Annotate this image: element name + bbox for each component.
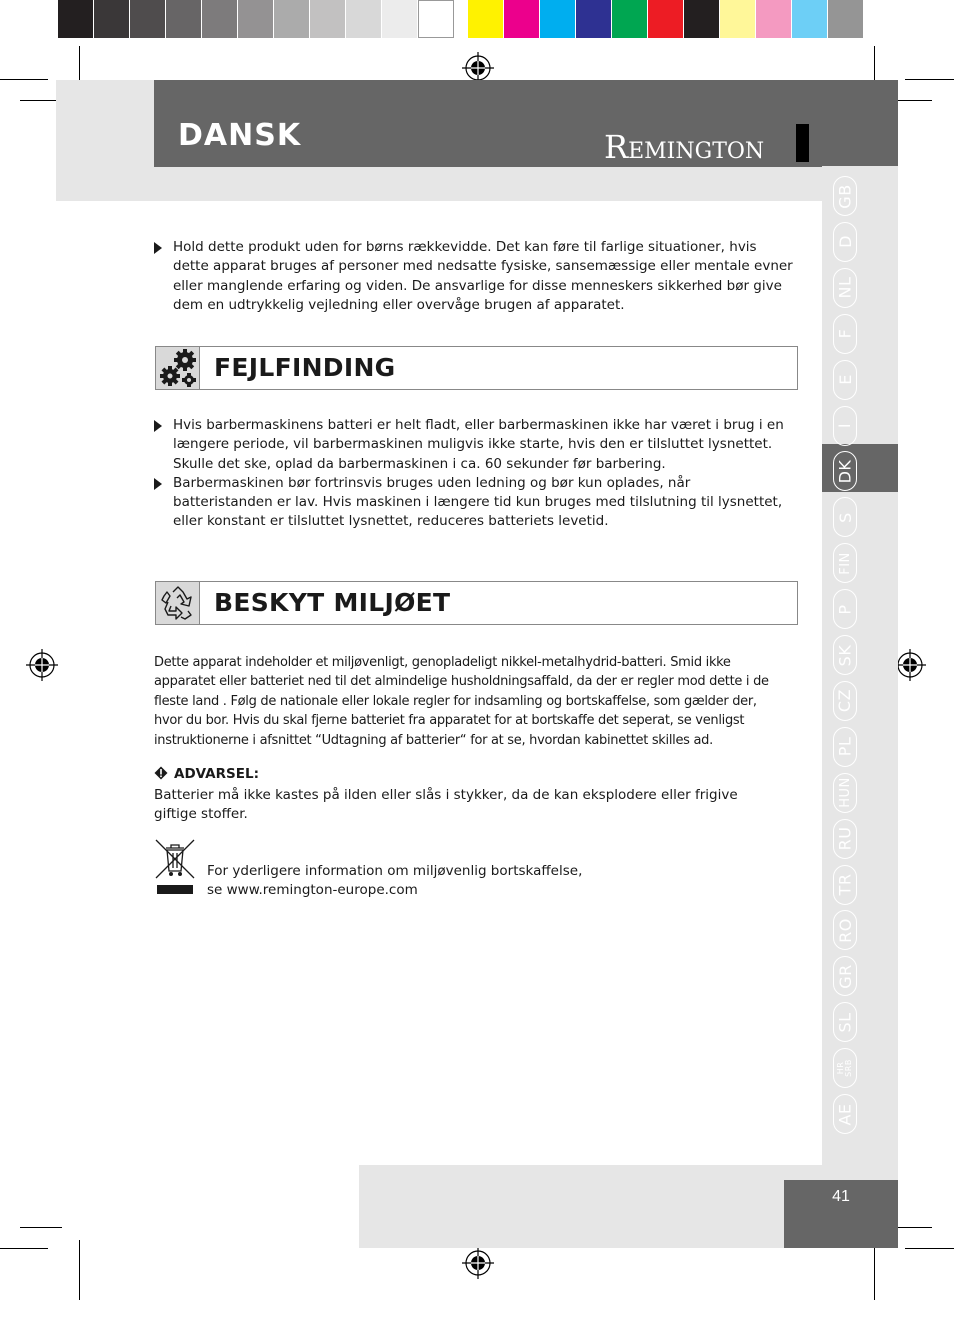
color-swatch xyxy=(792,0,828,38)
crop-mark xyxy=(905,1248,954,1249)
language-tab-cz[interactable] xyxy=(833,681,857,721)
color-swatch xyxy=(648,0,684,38)
language-tab-label: TR xyxy=(835,873,855,896)
icon-cell xyxy=(156,582,200,624)
warning-title-text: ADVARSEL: xyxy=(174,766,259,782)
language-tab-gr[interactable] xyxy=(833,956,857,996)
language-tab-d[interactable] xyxy=(833,222,857,262)
language-tab-label: RO xyxy=(835,918,855,943)
language-tab-label: HUN xyxy=(837,777,853,808)
language-tab-label: SL xyxy=(835,1012,855,1033)
color-swatch xyxy=(468,0,504,38)
language-tab-s[interactable] xyxy=(833,497,857,537)
intro-list xyxy=(154,238,794,315)
crop-mark xyxy=(79,1240,80,1300)
language-tab-label: HR SRB xyxy=(836,1059,853,1077)
language-tab-ro[interactable] xyxy=(833,910,857,950)
language-tab-nl[interactable] xyxy=(833,268,857,308)
language-tab-label: GR xyxy=(835,964,855,989)
color-swatch xyxy=(310,0,346,38)
language-tab-label: FIN xyxy=(837,551,853,575)
troubleshooting-header xyxy=(155,346,798,390)
color-swatch xyxy=(684,0,720,38)
color-swatch xyxy=(418,0,454,38)
color-swatch xyxy=(540,0,576,38)
warning-heading xyxy=(154,766,259,782)
section-title: BESKYT MILJØET xyxy=(214,588,451,617)
bullet-triangle-icon xyxy=(154,420,162,432)
color-bar-gap xyxy=(454,0,468,38)
crossed-out-bin-icon xyxy=(154,838,196,898)
gears-icon xyxy=(156,347,200,389)
color-swatch xyxy=(166,0,202,38)
language-tab-gb[interactable] xyxy=(833,176,857,216)
bullet-triangle-icon xyxy=(154,478,162,490)
language-tab-label: SK xyxy=(835,644,855,666)
section-title: FEJLFINDING xyxy=(214,353,396,382)
info-text-line-1: For yderligere information om miljøvenlig bortskaffelse, xyxy=(207,863,583,879)
language-tab-hun[interactable] xyxy=(833,773,857,813)
language-tab-sk[interactable] xyxy=(833,635,857,675)
environment-paragraph: Dette apparat indeholder et miljøvenligt, genopladeligt nikkel-metalhydrid-batteri. Smid ikke apparatet eller batteriet ned til det almindelige husholdningsaffald, da der er regler mod dette i de fleste land . Følg de nationale eller lokale regler for indsamling og bortskaffelse, som gælder der, hvor du bor. Hvis du skal fjerne batteriet fra apparatet for at bortskaffe det seperat, se venligst instruktionerne i afsnittet “Udtagning af batterier“ for at se, hvordan kabinettet skilles ad. xyxy=(154,655,769,748)
registration-mark-left xyxy=(24,647,60,683)
color-swatch xyxy=(274,0,310,38)
list-item xyxy=(154,416,794,474)
color-swatch xyxy=(346,0,382,38)
list-item-text: Hold dette produkt uden for børns rækkevidde. Det kan føre til farlige situationer, hvis dette apparat bruges af personer med nedsatte fysiske, sansemæssige eller mentale evner eller manglende erfaring og viden. De ansvarlige for disse menneskers sikkerhed bør give dem en udtrykkelig vejledning eller overvåge brugen af apparatet. xyxy=(173,239,793,313)
language-tab-fin[interactable] xyxy=(833,543,857,583)
language-title: DANSK xyxy=(178,118,302,153)
registration-mark-bottom xyxy=(460,1245,496,1281)
language-tab-hr-srb[interactable] xyxy=(833,1048,857,1088)
crop-mark xyxy=(905,79,954,80)
language-tab-label: P xyxy=(835,604,855,615)
list-item xyxy=(154,474,794,532)
list-item-text: Barbermaskinen bør fortrinsvis bruges uden ledning og bør kun oplades, når batteristanden er lav. Hvis maskinen i længere tid kun bruges med tilslutning til lysnettet, eller konstant er tilsluttet lysnettet, reduceres batteriets levetid. xyxy=(173,474,783,530)
language-tab-p[interactable] xyxy=(833,589,857,629)
crop-mark xyxy=(0,79,48,80)
warning-icon xyxy=(154,766,168,780)
language-tab-label: AE xyxy=(835,1102,855,1126)
crop-mark xyxy=(874,1240,875,1300)
color-swatch xyxy=(828,0,864,38)
environment-header xyxy=(155,581,798,625)
bullet-triangle-icon xyxy=(154,242,162,254)
troubleshooting-list xyxy=(154,416,794,532)
icon-cell xyxy=(156,347,200,389)
language-tab-dk[interactable] xyxy=(833,451,857,491)
language-tab-i[interactable] xyxy=(833,406,857,446)
language-tab-label: NL xyxy=(835,276,855,299)
language-tab-pl[interactable] xyxy=(833,727,857,767)
color-swatch xyxy=(130,0,166,38)
language-tab-sl[interactable] xyxy=(833,1002,857,1042)
language-tab-label: GB xyxy=(835,183,855,209)
color-swatch xyxy=(720,0,756,38)
info-text-line-2: se www.remington-europe.com xyxy=(207,882,418,898)
warning-text: Batterier må ikke kastes på ilden eller slås i stykker, da de kan eksplodere eller frigive giftige stoffer. xyxy=(154,787,738,823)
crop-mark xyxy=(20,1227,62,1228)
color-swatch xyxy=(382,0,418,38)
brand-logo-bar xyxy=(796,124,809,162)
language-tab-label: DK xyxy=(835,459,855,484)
list-item xyxy=(154,238,794,315)
language-tab-e[interactable] xyxy=(833,360,857,400)
language-tab-tr[interactable] xyxy=(833,865,857,905)
brand-logo xyxy=(604,128,764,166)
list-item-text: Hvis barbermaskinens batteri er helt fladt, eller barbermaskinen ikke har været i brug i en længere periode, vil barbermaskinen muligvis ikke starte, hvis den er tilsluttet lysnettet. Skulle det ske, oplad da barbermaskinen i ca. 60 sekunder før barbering. xyxy=(173,417,784,472)
language-tab-f[interactable] xyxy=(833,314,857,354)
color-swatch xyxy=(58,0,94,38)
language-tab-label: PL xyxy=(835,737,855,757)
language-tab-ru[interactable] xyxy=(833,819,857,859)
color-swatch xyxy=(94,0,130,38)
language-tab-label: I xyxy=(835,422,855,429)
language-tab-label: RU xyxy=(835,826,855,851)
language-tab-label: E xyxy=(835,374,855,385)
page-number: 41 xyxy=(832,1188,850,1205)
language-tab-label: F xyxy=(835,328,855,339)
color-swatch xyxy=(202,0,238,38)
language-tab-label: S xyxy=(835,511,855,523)
color-swatch xyxy=(756,0,792,38)
language-tab-label: D xyxy=(835,235,855,249)
color-swatch xyxy=(504,0,540,38)
brand-logo-text: REMINGTON xyxy=(604,128,765,166)
crop-mark xyxy=(0,1248,48,1249)
color-swatch xyxy=(576,0,612,38)
language-tab-label: CZ xyxy=(835,689,855,713)
print-color-bar xyxy=(58,0,864,38)
language-tab-ae[interactable] xyxy=(833,1094,857,1134)
recycle-icon xyxy=(156,582,200,624)
color-swatch xyxy=(612,0,648,38)
color-swatch xyxy=(238,0,274,38)
